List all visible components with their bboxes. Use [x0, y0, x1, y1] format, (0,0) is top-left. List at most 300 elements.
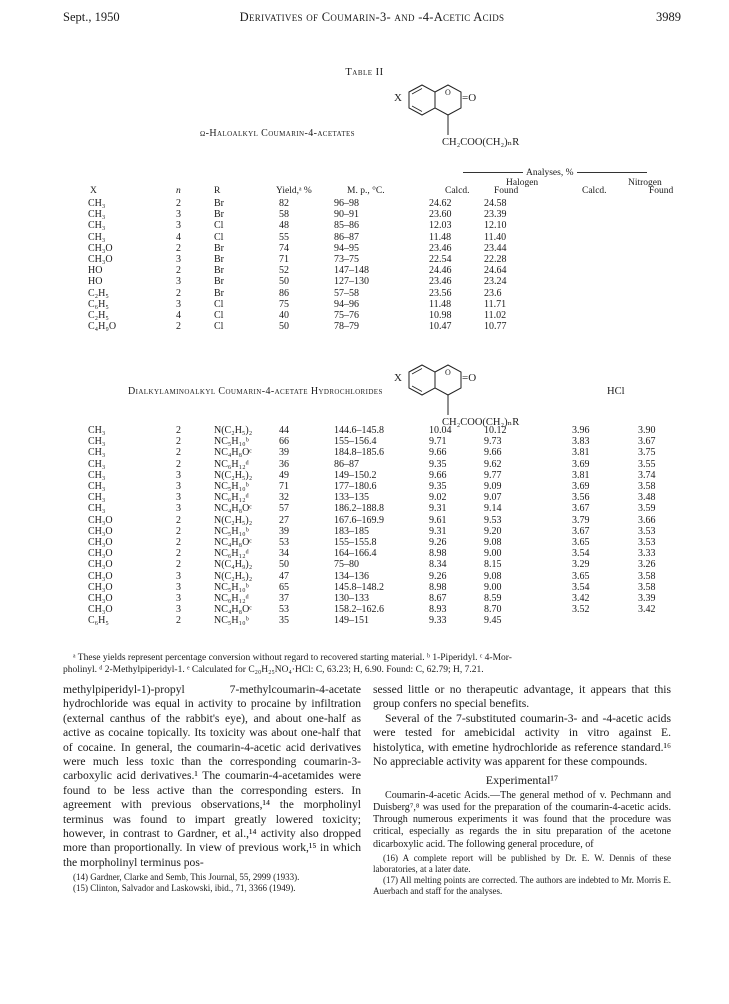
- aminoalkyl-cell: 3.66: [638, 514, 656, 526]
- table-row: [88, 243, 544, 254]
- aminoalkyl-cell: 3: [176, 570, 181, 582]
- aminoalkyl-cell: 9.00: [484, 581, 502, 593]
- aminoalkyl-cell: 155–155.8: [334, 537, 377, 549]
- haloalkyl-cell: Cl: [214, 310, 224, 322]
- right-footnotes: [373, 853, 671, 898]
- aminoalkyl-cell: 3.79: [572, 514, 590, 526]
- haloalkyl-cell: Br: [214, 242, 224, 254]
- header-title: Derivatives of Coumarin-3- and -4-Acetic Acids: [239, 10, 505, 24]
- right-paragraph-2: Several of the 7-substituted coumarin-3- and -4-acetic acids were tested for amebicidal activity in vitro against E. histolytica, with emetine hydrochloride as reference standard.¹⁶ No appreciable activity was apparent for these compounds.: [373, 711, 671, 769]
- aminoalkyl-cell: CH₃: [88, 425, 106, 436]
- structure-x-label: X: [394, 92, 402, 104]
- aminoalkyl-cell: NC₅H₁₀ᵇ: [214, 581, 249, 593]
- table-row: [88, 537, 678, 548]
- aminoalkyl-cell: N(C₂H₅)₂: [214, 514, 253, 526]
- haloalkyl-cell: 23.24: [484, 276, 507, 288]
- aminoalkyl-cell: 32: [279, 492, 289, 504]
- col-yield: Yield,ᵃ %: [276, 186, 312, 196]
- aminoalkyl-cell: 3.58: [638, 581, 656, 593]
- haloalkyl-cell: CH₃: [88, 220, 106, 232]
- aminoalkyl-cell: 2: [176, 447, 181, 459]
- table-row: [88, 582, 678, 593]
- haloalkyl-cell: 2: [176, 287, 181, 299]
- haloalkyl-table: [88, 198, 544, 332]
- structure2-o-label: =O: [462, 372, 477, 384]
- aminoalkyl-cell: 3: [176, 593, 181, 605]
- aminoalkyl-cell: 10.12: [484, 425, 507, 436]
- experimental-paragraph: Coumarin-4-acetic Acids.—The general method of v. Pechmann and Duisberg⁷,⁸ was used for the preparation of the coumarin-4-acetic acids. Through numerous experiments it was found that the procedure was critical, especially as regards the in situ preparation of the acetone dicarboxylic acid. The following general procedure, of: [373, 789, 671, 850]
- haloalkyl-cell: C₄H₉O: [88, 321, 117, 333]
- aminoalkyl-cell: 3.69: [572, 458, 590, 470]
- page-number: 3989: [656, 10, 681, 24]
- haloalkyl-cell: 74: [279, 242, 289, 254]
- structure2-x-label: X: [394, 372, 402, 384]
- aminoalkyl-cell: 9.35: [429, 458, 447, 470]
- table-row: [88, 604, 678, 615]
- table-row: [88, 503, 678, 514]
- haloalkyl-cell: Cl: [214, 231, 224, 243]
- table-row: [88, 321, 544, 332]
- aminoalkyl-cell: 3: [176, 469, 181, 481]
- aminoalkyl-cell: 3.83: [572, 436, 590, 448]
- aminoalkyl-cell: 3.39: [638, 593, 656, 605]
- aminoalkyl-cell: 71: [279, 481, 289, 493]
- table-row: [88, 515, 678, 526]
- aminoalkyl-cell: 3.56: [572, 492, 590, 504]
- aminoalkyl-cell: 75–80: [334, 559, 359, 571]
- table-row: [88, 288, 544, 299]
- aminoalkyl-cell: NC₅H₁₀ᵇ: [214, 481, 249, 493]
- aminoalkyl-cell: 167.6–169.9: [334, 514, 384, 526]
- aminoalkyl-cell: 3.69: [572, 481, 590, 493]
- aminoalkyl-cell: 3.65: [572, 570, 590, 582]
- haloalkyl-cell: 23.46: [429, 242, 452, 254]
- haloalkyl-cell: CH₃O: [88, 242, 113, 254]
- haloalkyl-cell: 2: [176, 265, 181, 277]
- aminoalkyl-cell: [638, 615, 678, 626]
- aminoalkyl-cell: CH₃: [88, 469, 106, 481]
- haloalkyl-cell: 75–76: [334, 310, 359, 322]
- haloalkyl-cell: CH₃: [88, 209, 106, 221]
- aminoalkyl-cell: 57: [279, 503, 289, 515]
- haloalkyl-cell: Br: [214, 287, 224, 299]
- aminoalkyl-cell: 47: [279, 570, 289, 582]
- haloalkyl-cell: 50: [279, 276, 289, 288]
- haloalkyl-cell: 23.46: [429, 276, 452, 288]
- haloalkyl-cell: 57–58: [334, 287, 359, 299]
- aminoalkyl-cell: NC₅H₁₀ᵇ: [214, 436, 249, 448]
- aminoalkyl-cell: 3.81: [572, 469, 590, 481]
- aminoalkyl-cell: 3.29: [572, 559, 590, 571]
- haloalkyl-cell: Br: [214, 265, 224, 277]
- col-hal-found: Found: [494, 186, 519, 196]
- structure-chain: CH₂COO(CH₂)ₙR: [442, 137, 520, 148]
- aminoalkyl-cell: 3.67: [572, 525, 590, 537]
- aminoalkyl-cell: 9.26: [429, 570, 447, 582]
- haloalkyl-cell: 10.77: [484, 321, 507, 333]
- aminoalkyl-cell: CH₃: [88, 503, 106, 515]
- aminoalkyl-cell: 8.67: [429, 593, 447, 605]
- aminoalkyl-cell: 53: [279, 537, 289, 549]
- table-row: [88, 310, 544, 321]
- aminoalkyl-cell: CH₃O: [88, 537, 113, 549]
- haloalkyl-cell: 24.46: [429, 265, 452, 277]
- table-row: [88, 526, 678, 537]
- aminoalkyl-cell: NC₆H₁₂ᵈ: [214, 458, 249, 470]
- right-paragraph-1: sessed little or no therapeutic advantage, it appears that this group confers no special benefits.: [373, 683, 671, 711]
- aminoalkyl-cell: 9.31: [429, 525, 447, 537]
- aminoalkyl-cell: 3.65: [572, 537, 590, 549]
- haloalkyl-cell: Cl: [214, 298, 224, 310]
- aminoalkyl-cell: NC₆H₁₂ᵈ: [214, 548, 249, 560]
- haloalkyl-cell: 12.03: [429, 220, 452, 232]
- aminoalkyl-cell: NC₄H₈Oᶜ: [214, 503, 252, 515]
- haloalkyl-cell: 75: [279, 298, 289, 310]
- col-hal-calcd: Calcd.: [445, 186, 470, 196]
- haloalkyl-cell: 90–91: [334, 209, 359, 221]
- aminoalkyl-cell: N(C₂H₅)₂: [214, 469, 253, 481]
- haloalkyl-cell: 23.56: [429, 287, 452, 299]
- haloalkyl-cell: 23.6: [484, 287, 502, 299]
- table-row: [88, 470, 678, 481]
- aminoalkyl-cell: 3.42: [638, 604, 656, 616]
- aminoalkyl-cell: 3: [176, 481, 181, 493]
- aminoalkyl-cell: 8.70: [484, 604, 502, 616]
- hcl-label: HCl: [607, 386, 625, 397]
- haloalkyl-cell: 85–86: [334, 220, 359, 232]
- footnote-17: (17) All melting points are corrected. The authors are indebted to Mr. Morris E. Auerbach and staff for the analyses.: [373, 875, 671, 897]
- haloalkyl-cell: 3: [176, 276, 181, 288]
- haloalkyl-cell: 23.39: [484, 209, 507, 221]
- aminoalkyl-cell: 36: [279, 458, 289, 470]
- haloalkyl-cell: Cl: [214, 220, 224, 232]
- haloalkyl-cell: 23.44: [484, 242, 507, 254]
- haloalkyl-cell: 86–87: [334, 231, 359, 243]
- aminoalkyl-cell: 3.55: [638, 458, 656, 470]
- haloalkyl-cell: CH₃: [88, 231, 106, 243]
- aminoalkyl-cell: 8.98: [429, 581, 447, 593]
- aminoalkyl-cell: 8.93: [429, 604, 447, 616]
- aminoalkyl-cell: 183–185: [334, 525, 369, 537]
- table-row: [88, 232, 544, 243]
- analyses-label: [463, 168, 683, 178]
- aminoalkyl-cell: 35: [279, 615, 289, 627]
- haloalkyl-cell: 24.62: [429, 198, 452, 209]
- aminoalkyl-cell: CH₃: [88, 481, 106, 493]
- aminoalkyl-cell: CH₃O: [88, 525, 113, 537]
- right-column: [373, 683, 671, 898]
- aminoalkyl-cell: 149–150.2: [334, 469, 377, 481]
- haloalkyl-cell: 11.71: [484, 298, 507, 310]
- aminoalkyl-cell: 3.54: [572, 548, 590, 560]
- aminoalkyl-cell: CH₃: [88, 436, 106, 448]
- aminoalkyl-cell: NC₆H₁₂ᵈ: [214, 593, 249, 605]
- halogen-label: Halogen: [506, 178, 539, 188]
- aminoalkyl-cell: 9.08: [484, 537, 502, 549]
- left-column: [63, 683, 361, 895]
- haloalkyl-cell: 40: [279, 310, 289, 322]
- haloalkyl-cell: 3: [176, 220, 181, 232]
- haloalkyl-cell: 3: [176, 254, 181, 266]
- aminoalkyl-cell: CH₃O: [88, 581, 113, 593]
- aminoalkyl-cell: 9.35: [429, 481, 447, 493]
- aminoalkyl-cell: NC₆H₁₂ᵈ: [214, 492, 249, 504]
- table-row: [88, 198, 544, 209]
- aminoalkyl-cell: 3.33: [638, 548, 656, 560]
- aminoalkyl-cell: 9.73: [484, 436, 502, 448]
- haloalkyl-cell: 2: [176, 242, 181, 254]
- table-row: [88, 481, 678, 492]
- aminoalkyl-cell: C₆H₅: [88, 615, 109, 627]
- aminoalkyl-cell: 9.71: [429, 436, 447, 448]
- table-part2-title: Dialkylaminoalkyl Coumarin-4-acetate Hydrochlorides: [128, 386, 383, 397]
- haloalkyl-cell: 11.40: [484, 231, 507, 243]
- aminoalkyl-cell: CH₃O: [88, 570, 113, 582]
- haloalkyl-cell: 73–75: [334, 254, 359, 266]
- haloalkyl-cell: 22.54: [429, 254, 452, 266]
- aminoalkyl-cell: 9.53: [484, 514, 502, 526]
- haloalkyl-cell: 12.10: [484, 220, 507, 232]
- aminoalkyl-cell: 2: [176, 559, 181, 571]
- aminoalkyl-cell: NC₅H₁₀ᵇ: [214, 615, 249, 627]
- table-footnote-2: pholinyl. ᵈ 2-Methylpiperidyl-1. ᵉ Calculated for C₂₀H₂₅NO₄·HCl: C, 63.23; H, 6.90. Found: C, 62.79; H, 7.21.: [63, 665, 484, 675]
- haloalkyl-cell: 127–130: [334, 276, 369, 288]
- structure2-chain: CH₂COO(CH₂)ₙR: [442, 417, 520, 428]
- footnote-14: (14) Gardner, Clarke and Semb, This Journal, 55, 2999 (1933).: [73, 872, 300, 883]
- svg-text:O: O: [445, 368, 451, 377]
- aminoalkyl-cell: 3.53: [638, 525, 656, 537]
- coumarin-structure-2: [392, 360, 532, 430]
- aminoalkyl-cell: 66: [279, 436, 289, 448]
- aminoalkyl-cell: 2: [176, 525, 181, 537]
- haloalkyl-cell: 24.58: [484, 198, 507, 209]
- haloalkyl-cell: 4: [176, 231, 181, 243]
- table-row: [88, 548, 678, 559]
- aminoalkyl-cell: 39: [279, 447, 289, 459]
- table-row: [88, 447, 678, 458]
- haloalkyl-cell: 24.64: [484, 265, 507, 277]
- aminoalkyl-cell: 9.08: [484, 570, 502, 582]
- table-row: [88, 459, 678, 470]
- analyses-text: Analyses, %: [526, 168, 574, 178]
- haloalkyl-cell: 71: [279, 254, 289, 266]
- aminoalkyl-cell: 9.77: [484, 469, 502, 481]
- aminoalkyl-cell: 3: [176, 604, 181, 616]
- haloalkyl-cell: 4: [176, 310, 181, 322]
- table-footnote-1: ᵃ These yields represent percentage conversion without regard to recovered starting material. ᵇ 1-Piperidyl. ᶜ 4-Mor-: [73, 653, 512, 663]
- experimental-heading: Experimental¹⁷: [485, 773, 559, 788]
- aminoalkyl-cell: 3.54: [572, 581, 590, 593]
- aminoalkyl-cell: 37: [279, 593, 289, 605]
- aminoalkyl-cell: 144.6–145.8: [334, 425, 384, 436]
- aminoalkyl-cell: 65: [279, 581, 289, 593]
- aminoalkyl-cell: NC₄H₈Oᶜ: [214, 447, 252, 459]
- aminoalkyl-cell: N(C₄H₉)₂: [214, 559, 253, 571]
- table-row: [88, 615, 678, 626]
- left-paragraph: methylpiperidyl-1)-propyl 7-methylcoumarin-4-acetate hydrochloride was equal in activity to procaine by infiltration (external canthus of the rabbit's eye), and about one-half as active as cocaine topically. Its toxicity was about one-half that of cocaine. In general, the coumarin-4-acetic acid derivatives were much less toxic than the corresponding coumarin-3-carboxylic acid derivatives.¹ The coumarin-4-acetamides were found to be less active than the corresponding esters. In agreement with previous observations,¹⁴ the morpholinyl terminus was found to impart greatly lowered toxicity; however, in contrast to Gardner, et al.,¹⁴ activity also dropped more than proportionally. In view of previous work,¹⁵ in which the morpholinyl terminus pos-: [63, 683, 361, 869]
- aminoalkyl-cell: 3.59: [638, 503, 656, 515]
- aminoalkyl-cell: 9.66: [429, 447, 447, 459]
- aminoalkyl-cell: 2: [176, 615, 181, 627]
- aminoalkyl-cell: 3.67: [572, 503, 590, 515]
- table-row: [88, 559, 678, 570]
- aminoalkyl-cell: CH₃: [88, 492, 106, 504]
- aminoalkyl-cell: 2: [176, 514, 181, 526]
- aminoalkyl-cell: 9.45: [484, 615, 502, 627]
- aminoalkyl-cell: 9.09: [484, 481, 502, 493]
- table-row: [88, 299, 544, 310]
- aminoalkyl-cell: N(C₂H₅)₂: [214, 570, 253, 582]
- haloalkyl-cell: 86: [279, 287, 289, 299]
- aminoalkyl-cell: 9.62: [484, 458, 502, 470]
- aminoalkyl-cell: 27: [279, 514, 289, 526]
- aminoalkyl-cell: CH₃O: [88, 548, 113, 560]
- table-row: [88, 220, 544, 231]
- aminoalkyl-cell: 39: [279, 525, 289, 537]
- haloalkyl-cell: CH₃O: [88, 254, 113, 266]
- aminoalkyl-cell: 2: [176, 537, 181, 549]
- aminoalkyl-cell: 9.14: [484, 503, 502, 515]
- table-row: [88, 593, 678, 604]
- aminoalkyl-cell: 3.67: [638, 436, 656, 448]
- table-part1-title: ω-Haloalkyl Coumarin-4-acetates: [200, 128, 355, 139]
- aminoalkyl-cell: NC₄H₈Oᶜ: [214, 537, 252, 549]
- aminoalkyl-cell: 177–180.6: [334, 481, 377, 493]
- haloalkyl-cell: 3: [176, 298, 181, 310]
- aminoalkyl-cell: 3.53: [638, 537, 656, 549]
- haloalkyl-cell: CH₃: [88, 198, 106, 209]
- aminoalkyl-cell: 44: [279, 425, 289, 436]
- col-n-calcd: Calcd.: [582, 186, 607, 196]
- table-row: [88, 436, 678, 447]
- table-caption: Table II: [345, 67, 384, 78]
- aminoalkyl-cell: 3.96: [572, 425, 590, 436]
- haloalkyl-cell: 52: [279, 265, 289, 277]
- aminoalkyl-cell: 8.59: [484, 593, 502, 605]
- aminoalkyl-cell: 3: [176, 492, 181, 504]
- aminoalkyl-cell: 9.20: [484, 525, 502, 537]
- haloalkyl-cell: C₂H₅: [88, 310, 109, 322]
- table-row: [88, 254, 544, 265]
- haloalkyl-cell: Br: [214, 198, 224, 209]
- aminoalkyl-cell: 3.58: [638, 570, 656, 582]
- aminoalkyl-cell: 8.15: [484, 559, 502, 571]
- aminoalkyl-cell: 3.52: [572, 604, 590, 616]
- haloalkyl-cell: Br: [214, 254, 224, 266]
- col-n: n: [176, 186, 181, 196]
- table-row: [88, 571, 678, 582]
- haloalkyl-cell: 11.02: [484, 310, 507, 322]
- aminoalkyl-cell: CH₃O: [88, 593, 113, 605]
- running-head: [63, 10, 681, 26]
- haloalkyl-cell: 2: [176, 321, 181, 333]
- aminoalkyl-cell: 86–87: [334, 458, 359, 470]
- aminoalkyl-cell: 8.34: [429, 559, 447, 571]
- left-footnotes: [63, 872, 361, 894]
- haloalkyl-cell: 3: [176, 209, 181, 221]
- haloalkyl-cell: HO: [88, 265, 103, 277]
- aminoalkyl-cell: 3.75: [638, 447, 656, 459]
- col-x: X: [90, 186, 97, 196]
- aminoalkyl-cell: NC₅H₁₀ᵇ: [214, 525, 249, 537]
- aminoalkyl-cell: 2: [176, 548, 181, 560]
- aminoalkyl-cell: CH₃O: [88, 514, 113, 526]
- haloalkyl-cell: 11.48: [429, 298, 452, 310]
- aminoalkyl-cell: CH₃: [88, 458, 106, 470]
- aminoalkyl-cell: 158.2–162.6: [334, 604, 384, 616]
- haloalkyl-cell: 58: [279, 209, 289, 221]
- haloalkyl-cell: 23.60: [429, 209, 452, 221]
- aminoalkyl-cell: 149–151: [334, 615, 369, 627]
- aminoalkyl-cell: 3: [176, 503, 181, 515]
- svg-text:O: O: [445, 88, 451, 97]
- haloalkyl-cell: 82: [279, 198, 289, 209]
- aminoalkyl-cell: CH₃O: [88, 604, 113, 616]
- haloalkyl-cell: 147–148: [334, 265, 369, 277]
- aminoalkyl-cell: CH₃O: [88, 559, 113, 571]
- aminoalkyl-cell: 9.31: [429, 503, 447, 515]
- aminoalkyl-cell: 10.04: [429, 425, 452, 436]
- footnote-15: (15) Clinton, Salvador and Laskowski, ibid., 71, 3366 (1949).: [73, 883, 296, 894]
- aminoalkyl-cell: 3.42: [572, 593, 590, 605]
- col-mp: M. p., °C.: [347, 186, 385, 196]
- table-row: [88, 492, 678, 503]
- aminoalkyl-cell: 155–156.4: [334, 436, 377, 448]
- haloalkyl-cell: C₆H₅: [88, 298, 109, 310]
- aminoalkyl-cell: [572, 615, 638, 626]
- haloalkyl-cell: Cl: [214, 321, 224, 333]
- haloalkyl-cell: 94–96: [334, 298, 359, 310]
- aminoalkyl-cell: N(C₂H₅)₂: [214, 425, 253, 436]
- aminoalkyl-cell: 9.26: [429, 537, 447, 549]
- aminoalkyl-cell: 164–166.4: [334, 548, 377, 560]
- aminoalkyl-cell: CH₃: [88, 447, 106, 459]
- aminoalkyl-cell: 2: [176, 436, 181, 448]
- nitrogen-label: Nitrogen: [628, 178, 662, 188]
- haloalkyl-cell: 50: [279, 321, 289, 333]
- haloalkyl-cell: 10.98: [429, 310, 452, 322]
- aminoalkyl-cell: 130–133: [334, 593, 369, 605]
- aminoalkyl-cell: 134–136: [334, 570, 369, 582]
- aminoalkyl-cell: 3.48: [638, 492, 656, 504]
- aminoalkyl-cell: 2: [176, 458, 181, 470]
- structure-o-label: =O: [462, 92, 477, 104]
- haloalkyl-cell: 94–95: [334, 242, 359, 254]
- haloalkyl-cell: HO: [88, 276, 103, 288]
- haloalkyl-cell: Br: [214, 276, 224, 288]
- aminoalkyl-cell: 9.66: [429, 469, 447, 481]
- aminoalkyl-cell: 2: [176, 425, 181, 436]
- haloalkyl-cell: 78–79: [334, 321, 359, 333]
- aminoalkyl-cell: 3.26: [638, 559, 656, 571]
- aminoalkyl-cell: 145.8–148.2: [334, 581, 384, 593]
- haloalkyl-cell: Br: [214, 209, 224, 221]
- aminoalkyl-cell: 9.07: [484, 492, 502, 504]
- aminoalkyl-cell: 9.61: [429, 514, 447, 526]
- coumarin-structure-1: [392, 80, 532, 150]
- aminoalkyl-cell: 133–135: [334, 492, 369, 504]
- table-row: [88, 209, 544, 220]
- haloalkyl-cell: 48: [279, 220, 289, 232]
- aminoalkyl-cell: 9.66: [484, 447, 502, 459]
- aminoalkyl-table: [88, 425, 678, 627]
- aminoalkyl-cell: 3.58: [638, 481, 656, 493]
- table-row: [88, 265, 544, 276]
- aminoalkyl-cell: 186.2–188.8: [334, 503, 384, 515]
- table-row: [88, 276, 544, 287]
- aminoalkyl-cell: 9.00: [484, 548, 502, 560]
- aminoalkyl-cell: 3.74: [638, 469, 656, 481]
